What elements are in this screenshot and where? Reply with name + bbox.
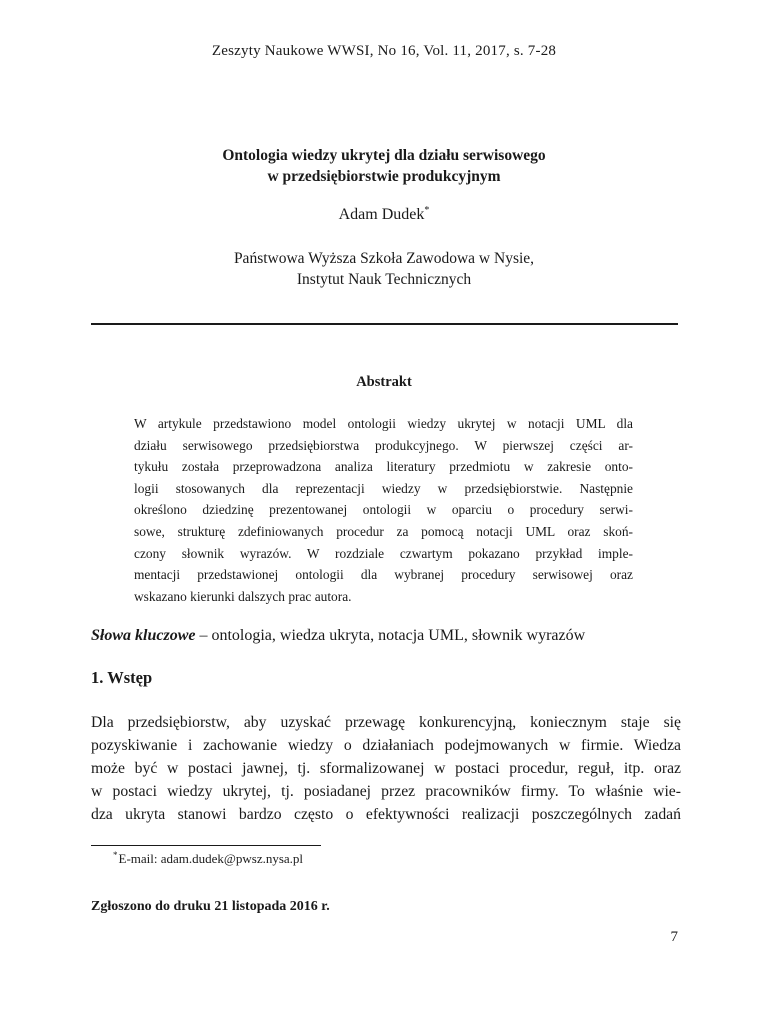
abstract-body (134, 413, 633, 607)
affiliation-line: Instytut Nauk Technicznych (296, 271, 472, 288)
body-line: w postaci wiedzy ukrytej, tj. posiadanej przez pracowników firmy. To właśnie wie- (91, 783, 681, 800)
abstract-line: określono dziedzinę prezentowanej ontologii w oparciu o procedury serwi- (134, 502, 633, 518)
keywords (91, 627, 691, 645)
article-title (0, 145, 768, 187)
abstract-line: sowe, strukturę zdefiniowanych procedur za pomocą notacji UML oraz skoń- (134, 523, 633, 539)
abstract-line: tykułu została przeprowadzona analiza literatury przedmiotu w zakresie onto- (134, 459, 633, 475)
affiliation-line: Państwowa Wyższa Szkoła Zawodowa w Nysie, (233, 250, 535, 267)
abstract-heading: Abstrakt (356, 374, 412, 390)
body-line: może być w postaci jawnej, tj. sformalizowanej w postaci procedur, reguł, itp. oraz (91, 760, 681, 777)
abstract-line: mentacji przedstawionej ontologii dla wybranej procedury serwisowej oraz (134, 567, 633, 583)
abstract-line: czony słownik wyrazów. W rozdziale czwartym pokazano przykład imple- (134, 545, 633, 561)
header-divider (91, 323, 678, 325)
submission-date: Zgłoszono do druku 21 listopada 2016 r. (91, 899, 330, 914)
page-number: 7 (670, 929, 678, 945)
title-line: Ontologia wiedzy ukrytej dla działu serwisowego (222, 147, 546, 164)
body-line: Dla przedsiębiorstw, aby uzyskać przewagę konkurencyjną, koniecznym staje się (91, 714, 681, 731)
abstract-line: logii stosowanych dla reprezentacji wiedzy w przedsiębiorstwie. Następnie (134, 480, 633, 496)
abstract-line: działu serwisowego przedsiębiorstwa produkcyjnego. W pierwszej części ar- (134, 437, 633, 453)
keywords-label: Słowa kluczowe (91, 627, 196, 644)
footnote-marker: * (113, 850, 118, 860)
author-footnote-marker: * (424, 205, 430, 216)
footnote (113, 850, 303, 867)
title-line: w przedsiębiorstwie produkcyjnym (267, 168, 501, 185)
body-line: pozyskiwanie i zachowanie wiedzy o działaniach podejmowanych w firmie. Wiedza (91, 737, 681, 754)
keywords-text: – ontologia, wiedza ukryta, notacja UML, słownik wyrazów (195, 627, 586, 644)
section-heading: 1. Wstęp (91, 668, 153, 687)
journal-header: Zeszyty Naukowe WWSI, No 16, Vol. 11, 2017, s. 7-28 (211, 43, 557, 59)
author-name: Adam Dudek (338, 206, 425, 223)
abstract-line: wskazano kierunki dalszych prac autora. (134, 588, 352, 604)
body-line: dza ukryta stanowi bardzo często o efektywności realizacji poszczególnych zadań (91, 806, 681, 823)
footnote-email[interactable]: E-mail: adam.dudek@pwsz.nysa.pl (118, 851, 304, 866)
footnote-divider (91, 845, 321, 846)
abstract-line: W artykule przedstawiono model ontologii wiedzy ukrytej w notacji UML dla (134, 416, 633, 431)
section-body (91, 711, 681, 826)
author (0, 205, 768, 224)
affiliation (0, 248, 768, 290)
